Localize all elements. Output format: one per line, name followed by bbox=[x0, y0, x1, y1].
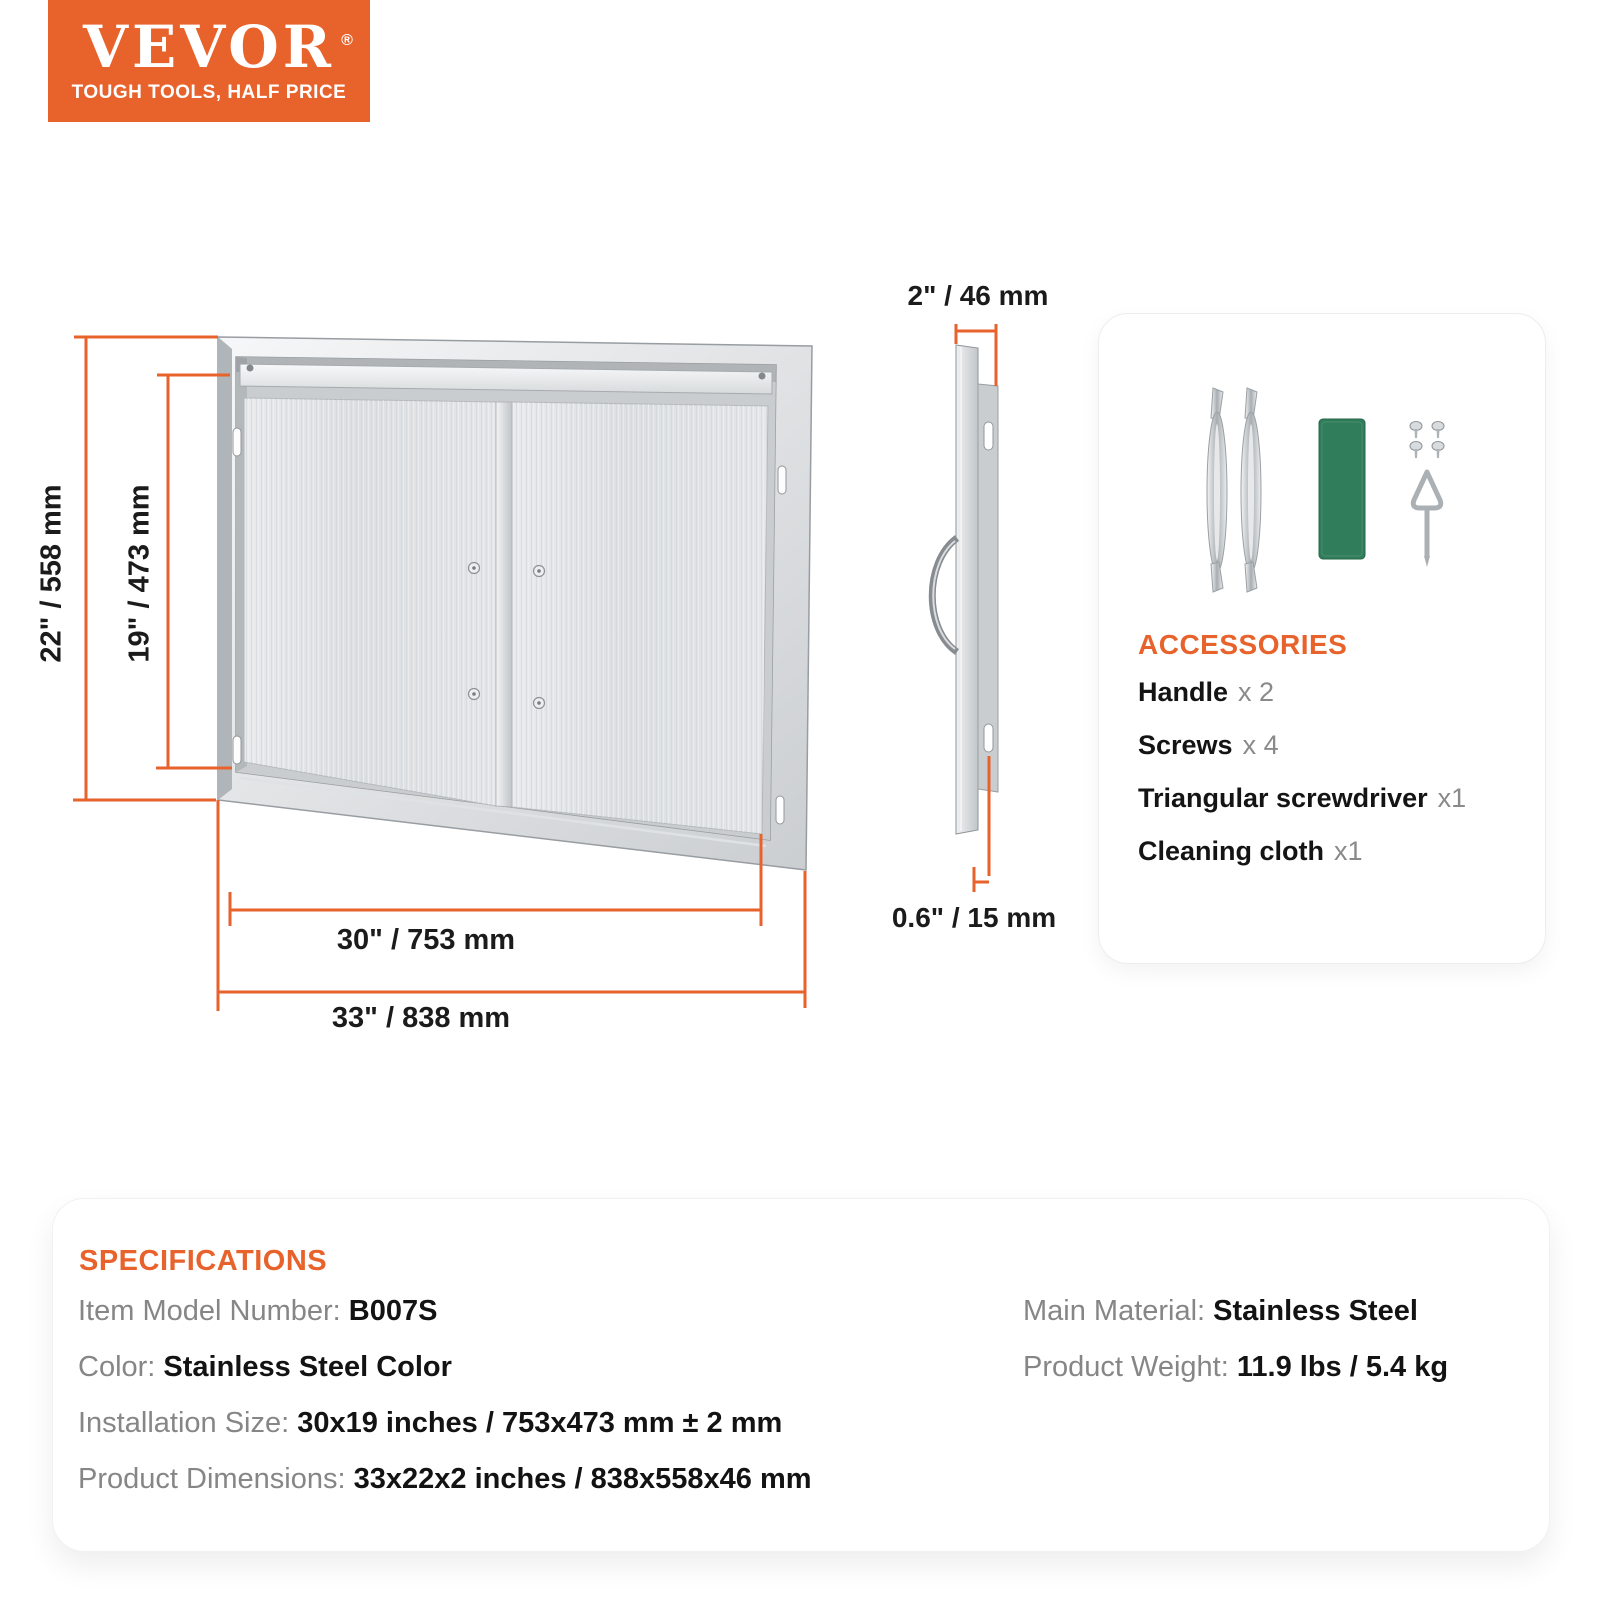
side-front-bar bbox=[956, 345, 978, 834]
spec-row-color bbox=[78, 1351, 452, 1384]
screw-icon bbox=[534, 698, 545, 709]
brand-wordmark bbox=[83, 13, 357, 81]
spec-row-weight bbox=[1023, 1351, 1448, 1384]
dim-depth: 2" / 46 mm bbox=[907, 280, 1049, 311]
handle-icon bbox=[1207, 388, 1227, 592]
handle-icon bbox=[1241, 388, 1261, 592]
spec-row-product-dimensions bbox=[78, 1463, 812, 1496]
side-slot-bottom bbox=[984, 724, 993, 752]
accessories-kit-illustration bbox=[1189, 374, 1459, 604]
dim-height-inner: 19" / 473 mm bbox=[123, 484, 156, 663]
spec-label: Product Weight: bbox=[1023, 1351, 1237, 1383]
screw-icon bbox=[469, 563, 480, 574]
accessory-qty: x1 bbox=[1437, 783, 1467, 813]
spec-label: Item Model Number: bbox=[78, 1295, 349, 1327]
door-left-return bbox=[218, 337, 232, 800]
spec-value: 30x19 inches / 753x473 mm ± 2 mm bbox=[297, 1407, 783, 1439]
spec-value: 33x22x2 inches / 838x558x46 mm bbox=[353, 1463, 812, 1495]
brand-text: VEVOR bbox=[83, 13, 335, 81]
door-center-divider bbox=[496, 402, 512, 807]
spec-row-material bbox=[1023, 1295, 1418, 1328]
vevor-logo bbox=[48, 0, 370, 122]
accessory-name: Cleaning cloth bbox=[1138, 836, 1325, 866]
accessory-name: Screws bbox=[1138, 730, 1233, 760]
accessories-title: ACCESSORIES bbox=[1138, 629, 1348, 660]
hinge-pin-left bbox=[247, 365, 254, 372]
spec-value: Stainless Steel Color bbox=[163, 1351, 452, 1383]
accessories-card bbox=[1098, 313, 1546, 964]
accessory-name: Triangular screwdriver bbox=[1138, 783, 1428, 813]
dim-height-outer: 22" / 558 mm bbox=[35, 484, 68, 663]
accessory-item bbox=[1138, 719, 1528, 772]
side-handle-icon bbox=[932, 538, 957, 652]
spec-label: Product Dimensions: bbox=[78, 1463, 354, 1495]
brand-tagline: TOUGH TOOLS, HALF PRICE bbox=[71, 82, 347, 103]
spec-value: 11.9 lbs / 5.4 kg bbox=[1236, 1351, 1449, 1383]
hinge-pin-right bbox=[759, 373, 766, 380]
screw-icon bbox=[534, 566, 545, 577]
spec-value: B007S bbox=[348, 1295, 438, 1327]
accessory-item bbox=[1138, 666, 1528, 719]
door-front-illustration bbox=[60, 300, 820, 1020]
spec-row-model bbox=[78, 1295, 437, 1328]
accessory-qty: x 4 bbox=[1242, 730, 1279, 760]
spec-value: Stainless Steel bbox=[1213, 1295, 1418, 1327]
accessory-qty: x 2 bbox=[1238, 677, 1275, 707]
specifications-card bbox=[52, 1198, 1550, 1552]
side-slot-top bbox=[984, 422, 993, 450]
door-panel-left-texture bbox=[244, 398, 496, 806]
accessory-item bbox=[1138, 825, 1528, 878]
screw-icon bbox=[469, 689, 480, 700]
specifications-title: SPECIFICATIONS bbox=[79, 1245, 328, 1277]
accessory-qty: x1 bbox=[1334, 836, 1363, 866]
dim-width-outer: 33" / 838 mm bbox=[331, 1002, 511, 1034]
accessory-item bbox=[1138, 772, 1528, 825]
spec-label: Main Material: bbox=[1023, 1295, 1214, 1327]
spec-label: Installation Size: bbox=[78, 1407, 298, 1439]
accessories-list bbox=[1138, 666, 1528, 878]
registered-mark: ® bbox=[341, 32, 357, 49]
door-side-illustration bbox=[860, 300, 1060, 920]
triangular-screwdriver-icon bbox=[1413, 472, 1441, 567]
dim-width-inner: 30" / 753 mm bbox=[336, 924, 516, 956]
spec-label: Color: bbox=[78, 1351, 164, 1383]
accessory-name: Handle bbox=[1138, 677, 1229, 707]
door-panel-right-texture bbox=[512, 402, 768, 834]
dim-thickness: 0.6" / 15 mm bbox=[891, 902, 1057, 933]
spec-row-installation-size bbox=[78, 1407, 782, 1440]
screws-icon bbox=[1410, 422, 1444, 459]
cleaning-cloth-icon bbox=[1319, 419, 1365, 559]
